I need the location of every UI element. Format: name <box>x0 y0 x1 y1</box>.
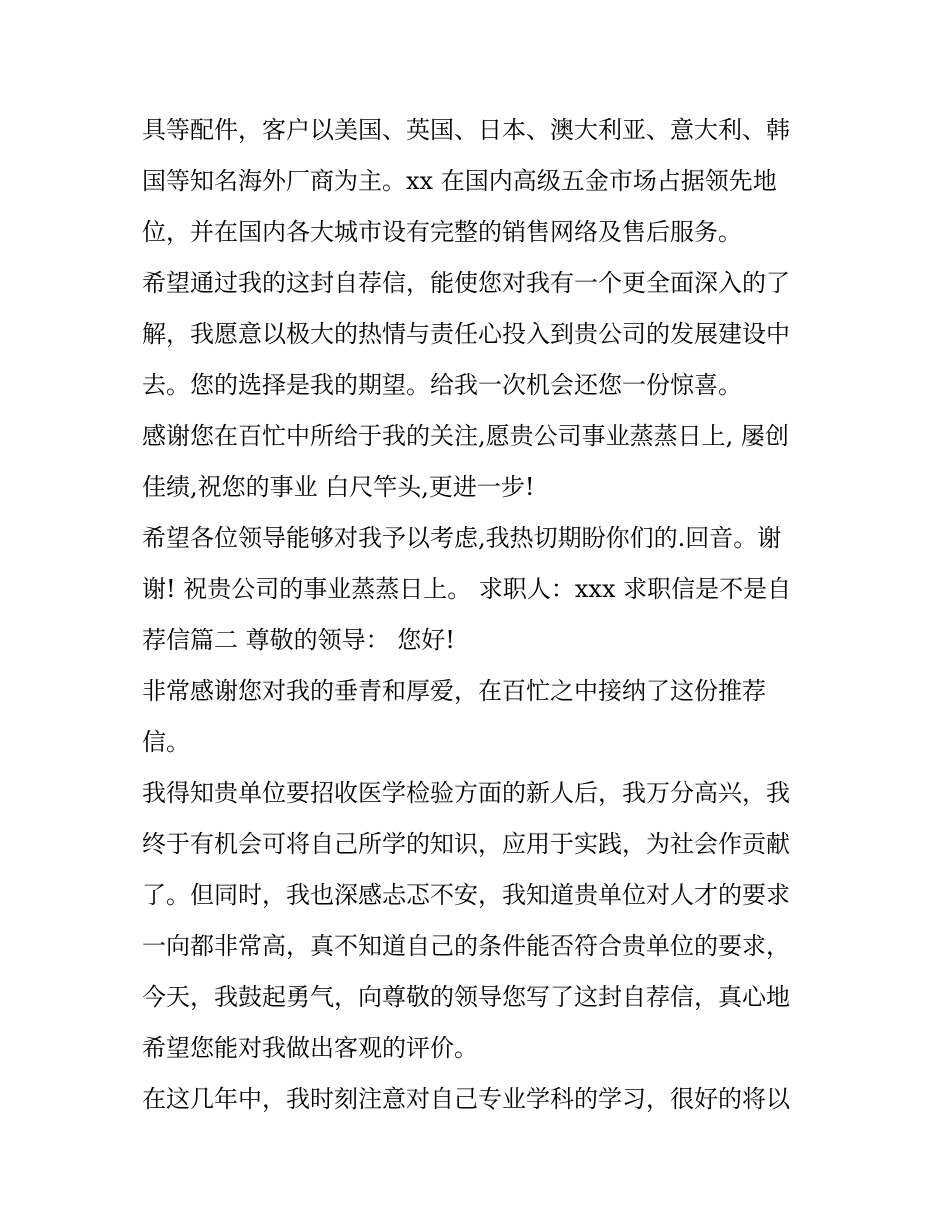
text-line: 信。 <box>142 728 190 756</box>
text-line: 去。您的选择是我的期望。给我一次机会还您一份惊喜。 <box>142 371 742 399</box>
text-line: 感谢您在百忙中所给于我的关注,愿贵公司事业蒸蒸日上, 屡创 <box>142 422 789 450</box>
text-line: 希望各位领导能够对我予以考虑,我热切期盼你们的.回音。谢 <box>142 524 782 552</box>
text-line: 谢! 祝贵公司的事业蒸蒸日上。 求职人：xxx 求职信是不是自 <box>142 575 792 603</box>
text-line: 在这几年中，我时刻注意对自己专业学科的学习，很好的将以 <box>142 1085 790 1113</box>
text-line: 佳绩,祝您的事业 白尺竿头,更进一步! <box>142 473 535 501</box>
text-line: 荐信篇二 尊敬的领导： 您好! <box>142 626 455 654</box>
text-line: 非常感谢您对我的垂青和厚爱，在百忙之中接纳了这份推荐 <box>142 677 766 705</box>
text-line: 希望您能对我做出客观的评价。 <box>142 1034 478 1062</box>
letter-body <box>142 109 822 1129</box>
text-line: 今天，我鼓起勇气，向尊敬的领导您写了这封自荐信，真心地 <box>142 983 790 1011</box>
text-line: 解，我愿意以极大的热情与责任心投入到贵公司的发展建设中 <box>142 320 790 348</box>
text-line: 终于有机会可将自己所学的知识，应用于实践，为社会作贡献 <box>142 830 790 858</box>
text-line: 国等知名海外厂商为主。xx 在国内高级五金市场占据领先地 <box>142 167 777 195</box>
text-line: 一向都非常高，真不知道自己的条件能否符合贵单位的要求， <box>142 932 790 960</box>
text-line: 位，并在国内各大城市设有完整的销售网络及售后服务。 <box>142 218 742 246</box>
text-line: 了。但同时，我也深感忐忑不安，我知道贵单位对人才的要求 <box>142 881 790 909</box>
text-line: 具等配件，客户以美国、英国、日本、澳大利亚、意大利、韩 <box>142 116 790 144</box>
text-line: 我得知贵单位要招收医学检验方面的新人后，我万分高兴，我 <box>142 779 790 807</box>
text-line: 希望通过我的这封自荐信，能使您对我有一个更全面深入的了 <box>142 269 790 297</box>
